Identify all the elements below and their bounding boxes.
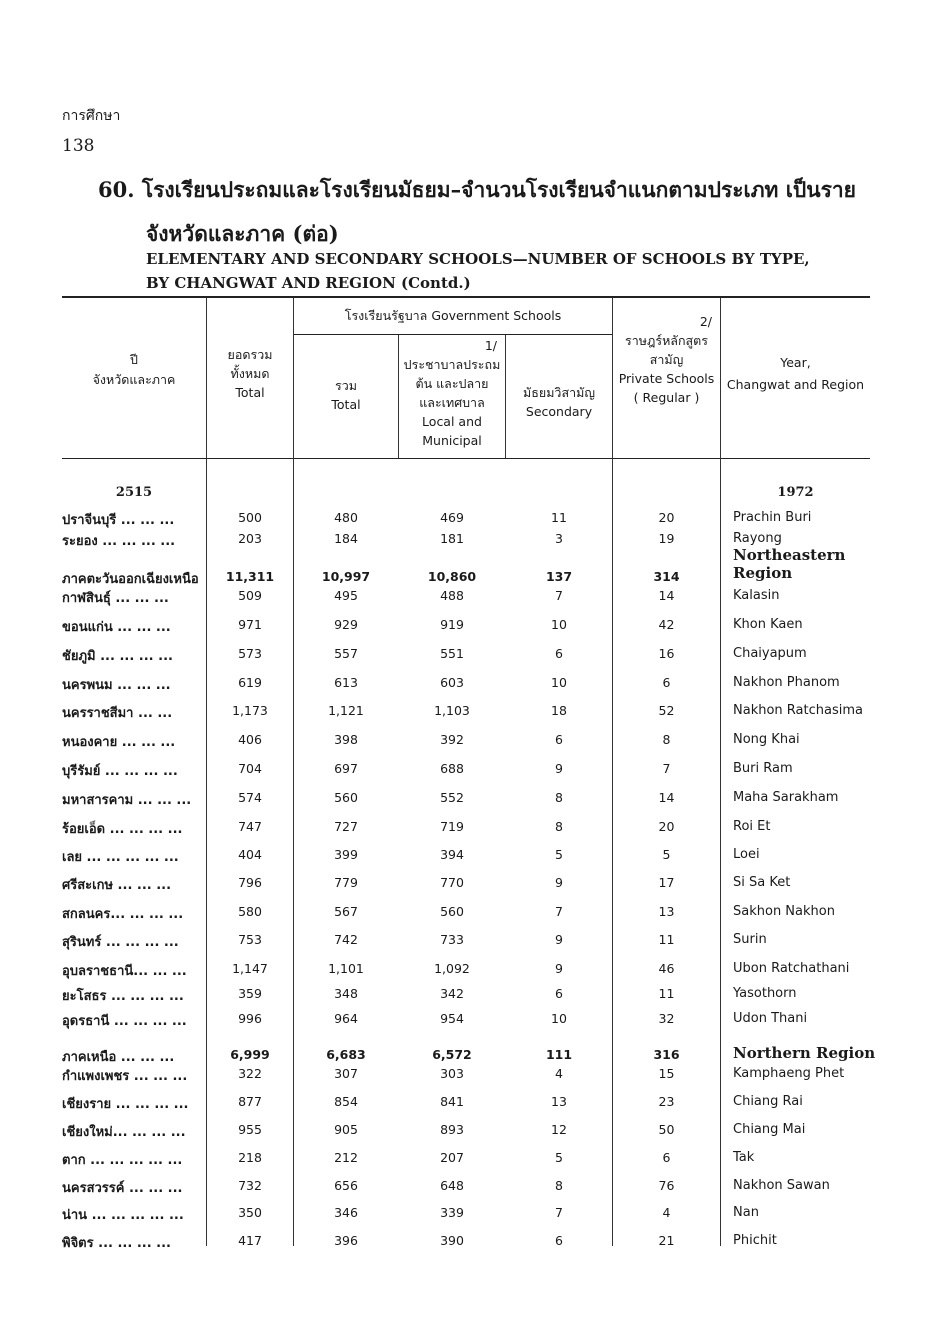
cell-local: 339 bbox=[440, 1205, 464, 1220]
cell-gov-total: 727 bbox=[334, 819, 358, 834]
row-changwat-english: Buri Ram bbox=[733, 761, 793, 776]
cell-total: 322 bbox=[238, 1066, 262, 1081]
row-changwat-thai: พิจิตร ... ... ... ... bbox=[62, 1236, 171, 1251]
cell-gov-total: 697 bbox=[334, 761, 358, 776]
row-changwat-thai: กาฬสินธุ์ ... ... ... bbox=[62, 591, 169, 606]
cell-private: 15 bbox=[658, 1066, 675, 1081]
cell-local: 919 bbox=[440, 617, 464, 632]
cell-gov-total: 346 bbox=[334, 1205, 358, 1220]
cell-gov-total: 348 bbox=[334, 986, 358, 1001]
header-gov-total bbox=[294, 376, 398, 414]
row-changwat-english: Nakhon Ratchasima bbox=[733, 703, 863, 718]
cell-local: 551 bbox=[440, 646, 464, 661]
row-changwat-thai: ร้อยเอ็ด ... ... ... ... bbox=[62, 822, 183, 837]
row-changwat-thai: น่าน ... ... ... ... ... bbox=[62, 1208, 184, 1223]
cell-gov-total: 613 bbox=[334, 675, 358, 690]
row-changwat-english: Loei bbox=[733, 847, 760, 862]
row-changwat-english: Prachin Buri bbox=[733, 510, 812, 525]
row-changwat-english: Northern Region bbox=[733, 1044, 876, 1062]
row-changwat-english: Nong Khai bbox=[733, 732, 800, 747]
cell-secondary: 10 bbox=[551, 617, 567, 632]
header-local-line1: ประชาบาลประถม bbox=[403, 357, 501, 372]
cell-total: 1,173 bbox=[232, 703, 268, 718]
header-year-en-line2: Changwat and Region bbox=[726, 377, 865, 392]
cell-private: 316 bbox=[653, 1047, 680, 1062]
header-private-line3: Private Schools bbox=[618, 371, 715, 386]
title-thai-line1: 60. โรงเรียนประถมและโรงเรียนมัธยม–จำนวนโรงเรียนจำแนกตามประเภท เป็นราย bbox=[98, 177, 856, 202]
cell-private: 21 bbox=[658, 1233, 675, 1248]
header-total bbox=[207, 345, 293, 402]
cell-local: 469 bbox=[440, 510, 464, 525]
cell-gov-total: 964 bbox=[334, 1011, 358, 1026]
cell-total: 359 bbox=[238, 986, 262, 1001]
cell-total: 877 bbox=[238, 1094, 262, 1109]
cell-private: 6 bbox=[662, 675, 671, 690]
row-changwat-thai: เชียงใหม่... ... ... ... bbox=[62, 1125, 186, 1140]
cell-total: 573 bbox=[238, 646, 262, 661]
cell-secondary: 8 bbox=[555, 790, 563, 805]
cell-total: 955 bbox=[238, 1122, 262, 1137]
row-changwat-thai: ระยอง ... ... ... ... bbox=[62, 534, 176, 549]
row-changwat-thai: เลย ... ... ... ... ... bbox=[62, 850, 179, 865]
row-changwat-thai: ขอนแก่น ... ... ... bbox=[62, 620, 171, 635]
cell-local: 6,572 bbox=[432, 1047, 472, 1062]
cell-gov-total: 1,121 bbox=[328, 703, 364, 718]
cell-gov-total: 10,997 bbox=[321, 569, 371, 584]
cell-gov-total: 560 bbox=[334, 790, 358, 805]
header-local-line2: ต้น และปลาย bbox=[415, 376, 489, 391]
cell-total: 753 bbox=[238, 932, 262, 947]
row-changwat-thai: เชียงราย ... ... ... ... bbox=[62, 1097, 189, 1112]
cell-secondary: 13 bbox=[551, 1094, 567, 1109]
row-changwat-english: Khon Kaen bbox=[733, 617, 803, 632]
cell-local: 648 bbox=[440, 1178, 464, 1193]
row-changwat-english: Northeastern Region bbox=[733, 546, 846, 582]
cell-local: 603 bbox=[440, 675, 464, 690]
header-year-en-line1: Year, bbox=[780, 355, 811, 370]
cell-total: 796 bbox=[238, 875, 262, 890]
title-thai-line2: จังหวัดและภาค (ต่อ) bbox=[146, 221, 339, 246]
cell-gov-total: 480 bbox=[334, 510, 358, 525]
row-changwat-thai: มหาสารคาม ... ... ... bbox=[62, 793, 192, 808]
cell-secondary: 18 bbox=[551, 703, 567, 718]
cell-secondary: 9 bbox=[555, 761, 563, 776]
cell-local: 342 bbox=[440, 986, 464, 1001]
cell-local: 181 bbox=[440, 531, 464, 546]
page-number: 138 bbox=[62, 136, 95, 156]
cell-local: 688 bbox=[440, 761, 464, 776]
header-secondary-line2: Secondary bbox=[525, 404, 593, 419]
cell-local: 770 bbox=[440, 875, 464, 890]
cell-total: 11,311 bbox=[225, 569, 275, 584]
cell-private: 13 bbox=[658, 904, 675, 919]
cell-private: 52 bbox=[658, 703, 675, 718]
row-changwat-thai: ชัยภูมิ ... ... ... ... bbox=[62, 649, 173, 664]
cell-gov-total: 399 bbox=[334, 847, 358, 862]
cell-local: 303 bbox=[440, 1066, 464, 1081]
row-changwat-english: Nakhon Phanom bbox=[733, 675, 840, 690]
cell-total: 996 bbox=[238, 1011, 262, 1026]
cell-total: 417 bbox=[238, 1233, 262, 1248]
cell-secondary: 9 bbox=[555, 932, 563, 947]
cell-local: 893 bbox=[440, 1122, 464, 1137]
header-local bbox=[399, 336, 505, 450]
header-private-line1: ราษฎร์หลักสูตร bbox=[624, 333, 708, 348]
cell-gov-total: 6,683 bbox=[326, 1047, 366, 1062]
header-private-note: 2/ bbox=[699, 314, 712, 329]
cell-private: 6 bbox=[662, 1150, 671, 1165]
header-gov-group: โรงเรียนรัฐบาล Government Schools bbox=[344, 308, 562, 323]
cell-total: 619 bbox=[238, 675, 262, 690]
title-english-line1: ELEMENTARY AND SECONDARY SCHOOLS—NUMBER OF SCHOOLS BY TYPE, bbox=[146, 250, 810, 268]
row-changwat-english: Kamphaeng Phet bbox=[733, 1066, 845, 1081]
cell-secondary: 6 bbox=[555, 1233, 563, 1248]
cell-private: 19 bbox=[658, 531, 675, 546]
header-local-line5: Municipal bbox=[422, 433, 482, 448]
cell-gov-total: 929 bbox=[334, 617, 358, 632]
header-local-line4: Local and bbox=[422, 414, 482, 429]
gov-group-rule bbox=[294, 334, 612, 335]
cell-local: 841 bbox=[440, 1094, 464, 1109]
row-changwat-thai: สกลนคร... ... ... ... bbox=[62, 907, 184, 922]
cell-local: 392 bbox=[440, 732, 464, 747]
cell-secondary: 8 bbox=[555, 1178, 563, 1193]
cell-secondary: 5 bbox=[555, 1150, 563, 1165]
year-thai: 2515 bbox=[115, 485, 153, 500]
row-changwat-thai: กำแพงเพชร ... ... ... bbox=[62, 1069, 188, 1084]
cell-secondary: 9 bbox=[555, 875, 563, 890]
header-total-line1: ยอดรวม bbox=[227, 347, 273, 362]
cell-gov-total: 307 bbox=[334, 1066, 358, 1081]
cell-local: 1,092 bbox=[434, 961, 470, 976]
cell-gov-total: 495 bbox=[334, 588, 358, 603]
cell-local: 560 bbox=[440, 904, 464, 919]
row-changwat-english: Tak bbox=[733, 1150, 755, 1165]
row-changwat-english: Kalasin bbox=[733, 588, 780, 603]
title-english-line2: BY CHANGWAT AND REGION (Contd.) bbox=[146, 274, 471, 292]
cell-private: 76 bbox=[658, 1178, 675, 1193]
year-english: 1972 bbox=[777, 485, 814, 500]
header-private-line4: ( Regular ) bbox=[633, 390, 700, 405]
column-divider bbox=[720, 298, 721, 1246]
cell-total: 404 bbox=[238, 847, 262, 862]
header-gov-total-line2: Total bbox=[331, 397, 361, 412]
cell-secondary: 7 bbox=[555, 904, 563, 919]
row-changwat-thai: ปราจีนบุรี ... ... ... bbox=[62, 513, 175, 528]
cell-gov-total: 212 bbox=[334, 1150, 358, 1165]
cell-local: 552 bbox=[440, 790, 464, 805]
cell-total: 704 bbox=[238, 761, 262, 776]
header-bottom-rule bbox=[62, 458, 870, 459]
row-changwat-thai: บุรีรัมย์ ... ... ... ... bbox=[62, 764, 178, 779]
cell-secondary: 5 bbox=[555, 847, 563, 862]
row-changwat-english: Roi Et bbox=[733, 819, 771, 834]
cell-secondary: 111 bbox=[545, 1047, 573, 1062]
cell-gov-total: 656 bbox=[334, 1178, 358, 1193]
cell-total: 350 bbox=[238, 1205, 262, 1220]
cell-local: 394 bbox=[440, 847, 464, 862]
cell-private: 4 bbox=[662, 1205, 671, 1220]
row-changwat-english: Sakhon Nakhon bbox=[733, 904, 835, 919]
header-private bbox=[613, 312, 720, 407]
cell-private: 17 bbox=[658, 875, 675, 890]
cell-total: 509 bbox=[238, 588, 262, 603]
row-changwat-thai: นครพนม ... ... ... bbox=[62, 678, 171, 693]
cell-gov-total: 1,101 bbox=[328, 961, 364, 976]
cell-gov-total: 567 bbox=[334, 904, 358, 919]
cell-gov-total: 184 bbox=[334, 531, 358, 546]
cell-secondary: 4 bbox=[555, 1066, 563, 1081]
cell-local: 207 bbox=[440, 1150, 464, 1165]
cell-total: 6,999 bbox=[230, 1047, 270, 1062]
row-changwat-english: Nan bbox=[733, 1205, 759, 1220]
row-changwat-thai: ภาคเหนือ ... ... ... bbox=[62, 1050, 175, 1065]
row-changwat-english: Phichit bbox=[733, 1233, 777, 1248]
cell-private: 14 bbox=[658, 588, 675, 603]
row-changwat-english: Nakhon Sawan bbox=[733, 1178, 830, 1193]
row-changwat-thai: อุดรธานี ... ... ... ... bbox=[62, 1014, 187, 1029]
cell-private: 7 bbox=[662, 761, 671, 776]
header-year-thai bbox=[62, 350, 206, 390]
row-changwat-english: Rayong bbox=[733, 531, 782, 546]
header-secondary bbox=[506, 383, 612, 421]
cell-secondary: 6 bbox=[555, 986, 563, 1001]
cell-private: 11 bbox=[658, 986, 675, 1001]
row-changwat-english: Maha Sarakham bbox=[733, 790, 839, 805]
table-top-rule bbox=[62, 296, 870, 298]
cell-private: 5 bbox=[662, 847, 671, 862]
cell-secondary: 9 bbox=[555, 961, 563, 976]
header-local-line3: และเทศบาล bbox=[419, 395, 485, 410]
header-year-line1: ปี bbox=[130, 352, 138, 367]
header-local-note: 1/ bbox=[484, 338, 497, 353]
cell-private: 314 bbox=[653, 569, 680, 584]
header-year-line2: จังหวัดและภาค bbox=[92, 372, 176, 387]
cell-total: 203 bbox=[238, 531, 262, 546]
cell-total: 732 bbox=[238, 1178, 262, 1193]
cell-gov-total: 854 bbox=[334, 1094, 358, 1109]
cell-private: 23 bbox=[658, 1094, 675, 1109]
row-changwat-english: Ubon Ratchathani bbox=[733, 961, 850, 976]
cell-gov-total: 905 bbox=[334, 1122, 358, 1137]
cell-local: 488 bbox=[440, 588, 464, 603]
cell-private: 20 bbox=[658, 510, 675, 525]
cell-local: 719 bbox=[440, 819, 464, 834]
cell-gov-total: 398 bbox=[334, 732, 358, 747]
cell-gov-total: 779 bbox=[334, 875, 358, 890]
header-private-line2: สามัญ bbox=[649, 352, 684, 367]
row-changwat-thai: อุบลราชธานี... ... ... bbox=[62, 964, 187, 979]
cell-local: 733 bbox=[440, 932, 464, 947]
cell-secondary: 6 bbox=[555, 646, 563, 661]
cell-private: 20 bbox=[658, 819, 675, 834]
row-changwat-english: Surin bbox=[733, 932, 767, 947]
cell-secondary: 12 bbox=[551, 1122, 567, 1137]
cell-private: 32 bbox=[658, 1011, 675, 1026]
cell-total: 747 bbox=[238, 819, 262, 834]
header-year-english bbox=[721, 352, 870, 396]
cell-gov-total: 742 bbox=[334, 932, 358, 947]
row-changwat-english: Yasothorn bbox=[733, 986, 797, 1001]
row-changwat-thai: ศรีสะเกษ ... ... ... bbox=[62, 878, 172, 893]
cell-total: 406 bbox=[238, 732, 262, 747]
header-total-line2: ทั้งหมด bbox=[230, 366, 270, 381]
cell-secondary: 7 bbox=[555, 1205, 563, 1220]
cell-total: 500 bbox=[238, 510, 262, 525]
cell-total: 580 bbox=[238, 904, 262, 919]
row-changwat-english: Si Sa Ket bbox=[733, 875, 791, 890]
row-changwat-thai: สุรินทร์ ... ... ... ... bbox=[62, 935, 179, 950]
header-secondary-line1: มัธยมวิสามัญ bbox=[523, 385, 595, 400]
row-changwat-thai: หนองคาย ... ... ... bbox=[62, 735, 176, 750]
cell-secondary: 8 bbox=[555, 819, 563, 834]
cell-local: 1,103 bbox=[434, 703, 470, 718]
row-changwat-thai: ตาก ... ... ... ... ... bbox=[62, 1153, 183, 1168]
row-changwat-english: Udon Thani bbox=[733, 1011, 808, 1026]
cell-private: 46 bbox=[658, 961, 675, 976]
cell-local: 954 bbox=[440, 1011, 464, 1026]
row-changwat-thai: นครราชสีมา ... ... bbox=[62, 706, 173, 721]
cell-private: 14 bbox=[658, 790, 675, 805]
cell-total: 574 bbox=[238, 790, 262, 805]
row-changwat-thai: ภาคตะวันออกเฉียงเหนือ bbox=[62, 572, 199, 587]
cell-private: 11 bbox=[658, 932, 675, 947]
cell-total: 971 bbox=[238, 617, 262, 632]
cell-gov-total: 557 bbox=[334, 646, 358, 661]
row-changwat-thai: ยะโสธร ... ... ... ... bbox=[62, 989, 184, 1004]
cell-private: 8 bbox=[662, 732, 671, 747]
row-changwat-english: Chaiyapum bbox=[733, 646, 807, 661]
cell-total: 1,147 bbox=[232, 961, 268, 976]
cell-secondary: 7 bbox=[555, 588, 563, 603]
cell-local: 390 bbox=[440, 1233, 464, 1248]
header-gov-total-line1: รวม bbox=[335, 378, 357, 393]
cell-secondary: 10 bbox=[551, 1011, 567, 1026]
cell-private: 50 bbox=[658, 1122, 675, 1137]
cell-secondary: 3 bbox=[555, 531, 563, 546]
row-changwat-english: Chiang Rai bbox=[733, 1094, 803, 1109]
header-total-line3: Total bbox=[235, 385, 265, 400]
cell-gov-total: 396 bbox=[334, 1233, 358, 1248]
cell-private: 16 bbox=[658, 646, 675, 661]
cell-private: 42 bbox=[658, 617, 675, 632]
cell-secondary: 10 bbox=[551, 675, 567, 690]
cell-total: 218 bbox=[238, 1150, 262, 1165]
cell-local: 10,860 bbox=[427, 569, 477, 584]
row-changwat-english: Chiang Mai bbox=[733, 1122, 806, 1137]
running-head: การศึกษา bbox=[62, 108, 121, 124]
cell-secondary: 11 bbox=[551, 510, 567, 525]
cell-secondary: 6 bbox=[555, 732, 563, 747]
row-changwat-thai: นครสวรรค์ ... ... ... bbox=[62, 1181, 183, 1196]
cell-secondary: 137 bbox=[545, 569, 573, 584]
